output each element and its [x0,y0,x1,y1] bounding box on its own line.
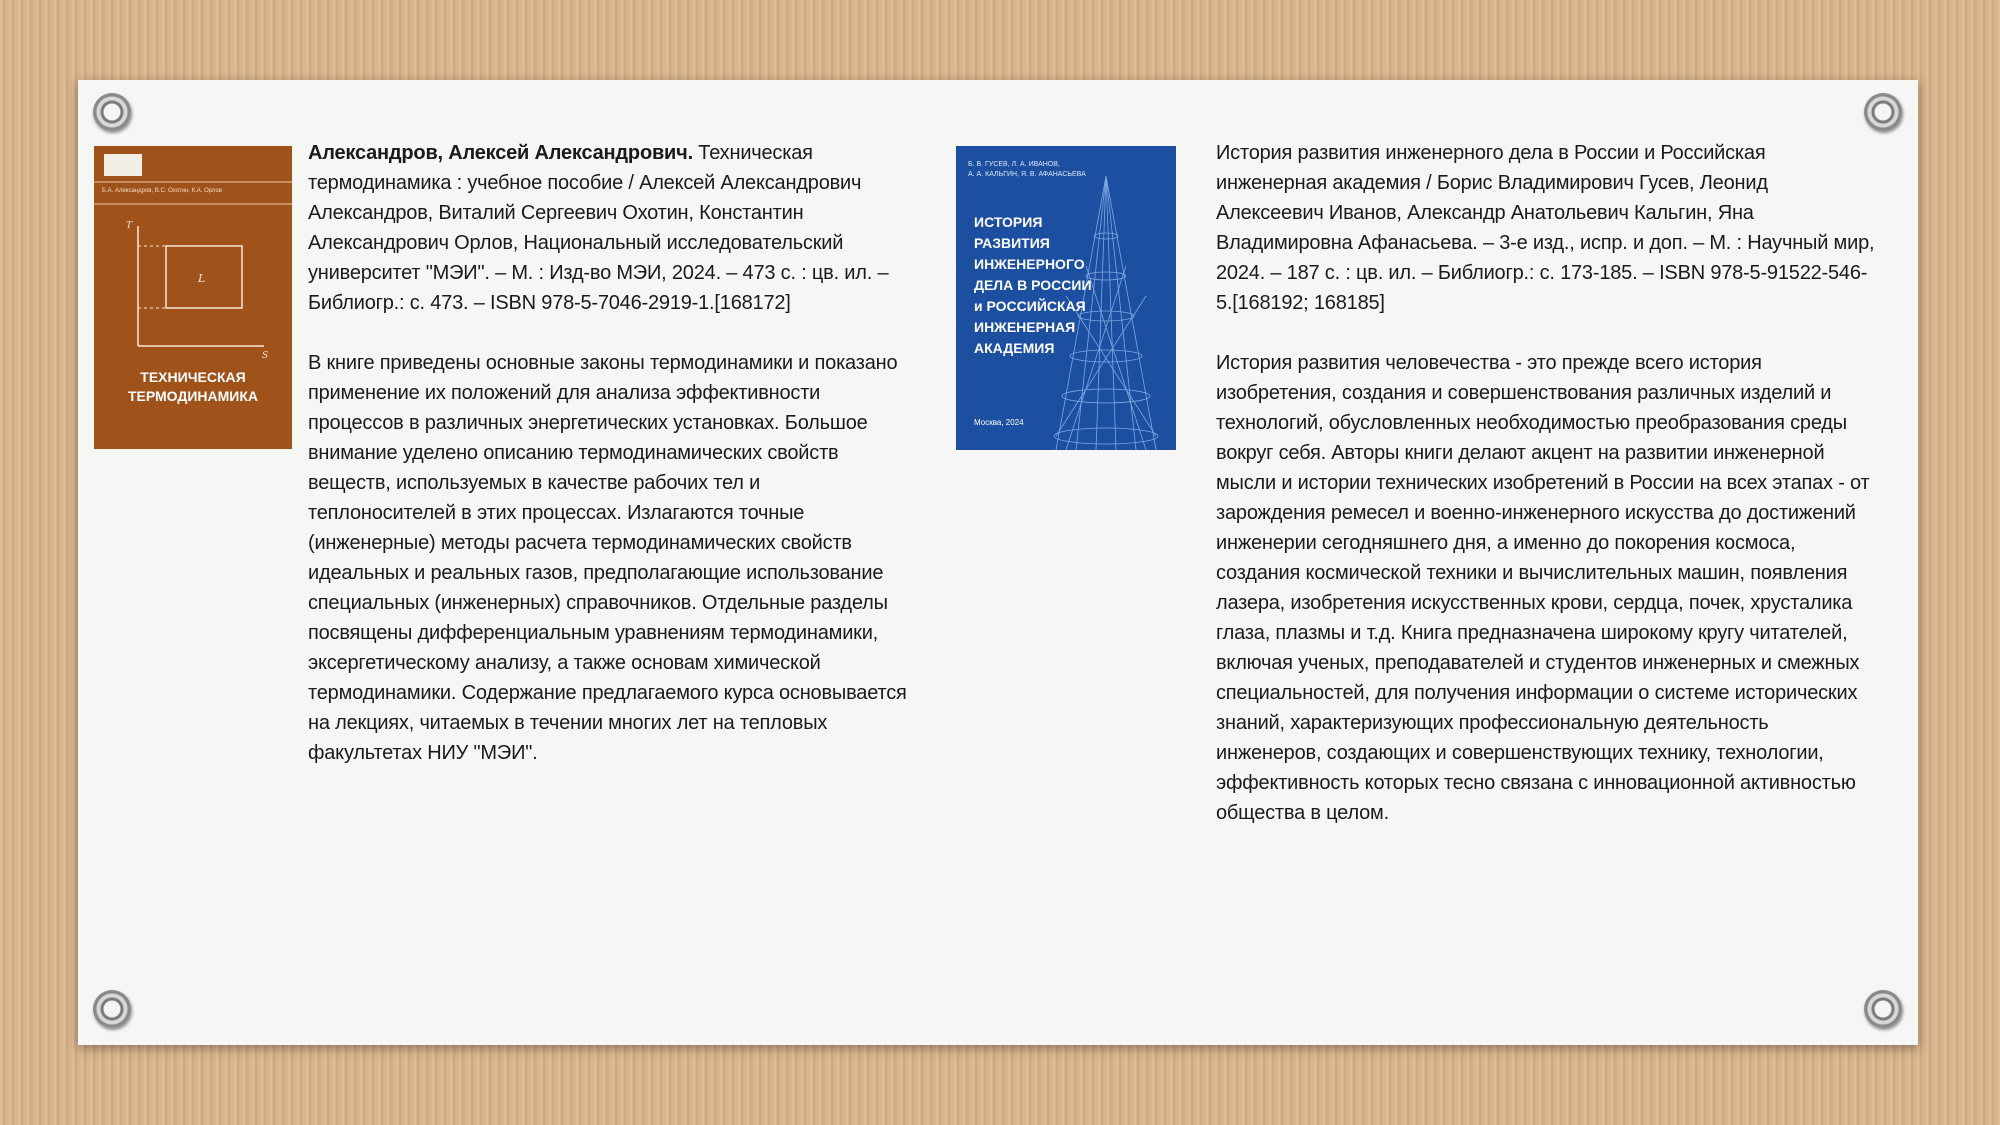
book-cover-engineering-history[interactable] [956,146,1176,450]
svg-text:T: T [126,221,133,231]
book-annotation: В книге приведены основные законы термодинамики и показано применение их положений для анализа эффективности процессов в различных энергетических установках. Большое внимание уделено описанию термодинамических свойств веществ, используемых в качестве рабочих тел и теплоносителей в этих процессах. Излагаются точные (инженерные) методы расчета термодинамических свойств идеальных и реальных газов, предполагающие использование специальных (инженерных) справочников. Отдельные разделы посвящены дифференциальным уравнениям термодинамики, эксергетическому анализу, а также основам химической термодинамики. Содержание предлагаемого курса основывается на лекциях, читаемых в течении многих лет на тепловых факультетах НИУ "МЭИ". [308,352,907,764]
content-board [78,80,1918,1045]
book-annotation: История развития человечества - это прежде всего история изобретения, создания и совершенствования различных изделий и технологий, обусловленных необходимостью преобразования среды вокруг себя. Авторы книги делают акцент на развитии инженерной мысли и истории технических изобретений в России на всех этапах - от зарождения ремесел и военно-инженерного искусства до достижений инженерии сегодняшнего дня, а именно до покорения космоса, создания космической техники и вычислительных машин, появления лазера, изобретения искусственных крови, сердца, почек, хрусталика глаза, плазмы и т.д. Книга предназначена широкому кругу читателей, включая ученых, преподавателей и студентов инженерных и смежных специальностей, для получения информации о системе исторических знаний, характеризующих профессиональную деятельность инженеров, создающих и совершенствующих технику, технологии, эффективность которых тесно связана с инновационной активностью общества в целом. [1216,352,1870,824]
book-description-block [1216,138,1876,828]
cover-authors: Б. В. ГУСЕВ, Л. А. ИВАНОВ, А. А. КАЛЬГИН, Я. В. АФАНАСЬЕВА [968,161,1086,178]
pin-icon [1864,990,1902,1028]
pin-icon [93,990,131,1028]
cover-authors: Б.А. Александров, В.С. Охотин, К.А. Орлов [102,188,223,194]
book-description-block [308,138,910,768]
pin-icon [93,93,131,131]
cover-title: ТЕХНИЧЕСКАЯ ТЕРМОДИНАМИКА [127,369,259,404]
book-citation [308,138,910,318]
cover-footer: Москва, 2024 [974,418,1024,427]
svg-text:S: S [262,351,269,361]
svg-text:L: L [198,272,206,285]
book-cover-thermodynamics[interactable] [94,146,292,449]
pin-icon [1864,93,1902,131]
book-citation: История развития инженерного дела в России и Российская инженерная академия / Борис Владимирович Гусев, Леонид Алексеевич Иванов, Александр Анатольевич Кальгин, Яна Владимировна Афанасьева. – 3-е изд., испр. и доп. – М. : Научный мир, 2024. – 187 с. : цв. ил. – Библиогр.: с. 173-185. – ISBN 978-5-91522-546-5.[168192; 168185] [1216,142,1875,314]
citation-text: Техническая термодинамика : учебное пособие / Алексей Александрович Александров, Виталий Сергеевич Охотин, Константин Александрович Орлов, Национальный исследовательский университет "МЭИ". – М. : Изд-во МЭИ, 2024. – 473 с. : цв. ил. – Библиогр.: с. 473. – ISBN 978-5-7046-2919-1.[168172] [308,142,889,314]
book-author: Александров, Алексей Александрович. [308,142,693,164]
cover-title: ИСТОРИЯ РАЗВИТИЯ ИНЖЕНЕРНОГО ДЕЛА В РОССИИ и РОССИЙСКАЯ ИНЖЕНЕРНАЯ АКАДЕМИЯ [974,214,1092,356]
